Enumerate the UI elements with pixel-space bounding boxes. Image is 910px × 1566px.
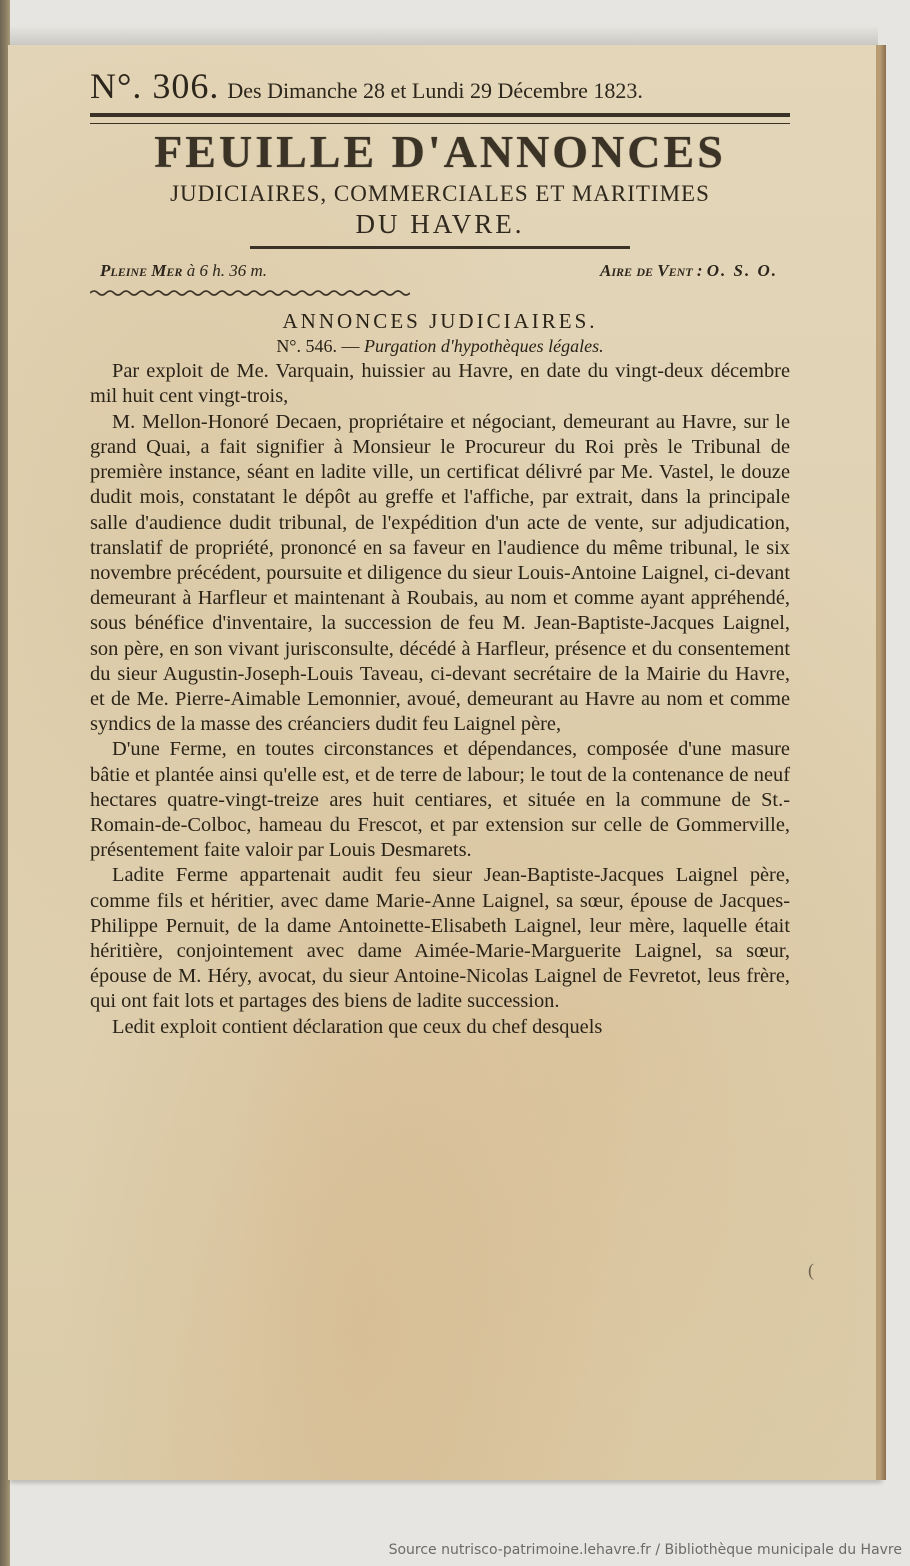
paragraph: Par exploit de Me. Varquain, huissier au Havre, en date du vingt-deux décembre mil huit cent vingt-trois, xyxy=(90,360,790,408)
wind xyxy=(600,261,778,281)
paragraph: M. Mellon-Honoré Decaen, propriétaire et négociant, demeurant au Havre, sur le grand Quai, a fait signifier à Monsieur le Procureur du Roi près le Tribunal de première instance, séant en ladite ville, un certificat délivré par Me. Vastel, le douze dudit mois, constatant le dépôt au greffe et l'affiche, par extrait, dans la principale salle d'audience dudit tribunal, de l'expédition d'un acte de vente, sur adjudication, translatif de propriété, prononcé en sa faveur en l'audience du même tribunal, le six novembre précédent, poursuite et diligence du sieur Louis-Antoine Laignel, ci-devant demeurant à Harfleur et maintenant à Roubais, au nom et comme ayant appréhendé, sous bénéfice d'inventaire, la succession de feu M. Jean-Baptiste-Jacques Laignel, son père, en son vivant jurisconsulte, décédé à Harfleur, présence et du consentement du sieur Augustin-Joseph-Louis Taveau, ci-devant secrétaire de la Mairie du Havre, et de Me. Pierre-Aimable Lemonnier, avoué, demeurant au Havre au nom et comme syndics de la masse des créanciers dudit feu Laignel père, xyxy=(90,410,790,736)
page-shadow xyxy=(10,26,878,46)
page-content xyxy=(90,65,790,1040)
newspaper-page xyxy=(8,45,880,1480)
wavy-divider xyxy=(90,289,410,297)
tide-info xyxy=(90,261,790,281)
title-rule xyxy=(250,246,630,249)
high-water-value: à 6 h. 36 m. xyxy=(186,261,267,281)
newspaper-city: DU HAVRE. xyxy=(355,208,525,239)
section-title: ANNONCES JUDICIAIRES. xyxy=(282,309,598,334)
margin-mark: ( xyxy=(808,1260,814,1280)
page-edge xyxy=(880,45,886,1480)
issue-date: Des Dimanche 28 et Lundi 29 Décembre 1823. xyxy=(227,78,643,103)
notice-body xyxy=(90,359,790,1039)
notice-number: N°. 546. — xyxy=(276,336,360,357)
issue-number: N°. 306. xyxy=(90,66,220,106)
paragraph: Ledit exploit contient déclaration que ceux du chef desquels xyxy=(112,1015,603,1038)
wind-label: Aire de Vent : xyxy=(600,261,703,281)
masthead xyxy=(90,65,790,107)
masthead-rule xyxy=(90,113,790,124)
paragraph: Ladite Ferme appartenait audit feu sieur Jean-Baptiste-Jacques Laignel père, comme fils et héritier, avec dame Marie-Anne Laignel, sa sœur, épouse de Jacques-Philippe Pernuit, de la dame Antoinette-Elisabeth Laignel, leur mère, laquelle était héritière, conjointement avec dame Aimée-Marie-Marguerite Laignel, sa sœur, épouse de M. Héry, avocat, du sieur Antoine-Nicolas Laignel de Fevretot, leus frère, qui ont fait lots et partages des biens de ladite succession. xyxy=(90,864,790,1013)
newspaper-subtitle: JUDICIAIRES, COMMERCIALES ET MARITIMES xyxy=(170,181,710,207)
wind-value: O. S. O. xyxy=(706,261,778,281)
paragraph: D'une Ferme, en toutes circonstances et dépendances, composée d'une masure bâtie et plantée ainsi qu'elle est, et de terre de labour; le tout de la contenance de neuf hectares quatre-vingt-treize ares huit centiares, et située en la commune de St.-Romain-de-Colboc, hameau du Frescot, et par extension sur celle de Gommerville, présentement faite valoir par Louis Desmarets. xyxy=(90,738,790,862)
notice-heading xyxy=(90,336,790,357)
high-water-label: Pleine Mer xyxy=(100,261,183,281)
high-water xyxy=(100,261,267,281)
source-caption: Source nutrisco-patrimoine.lehavre.fr / Bibliothèque municipale du Havre xyxy=(388,1542,902,1558)
newspaper-title: FEUILLE D'ANNONCES xyxy=(154,126,726,177)
notice-title: Purgation d'hypothèques légales. xyxy=(364,336,604,357)
